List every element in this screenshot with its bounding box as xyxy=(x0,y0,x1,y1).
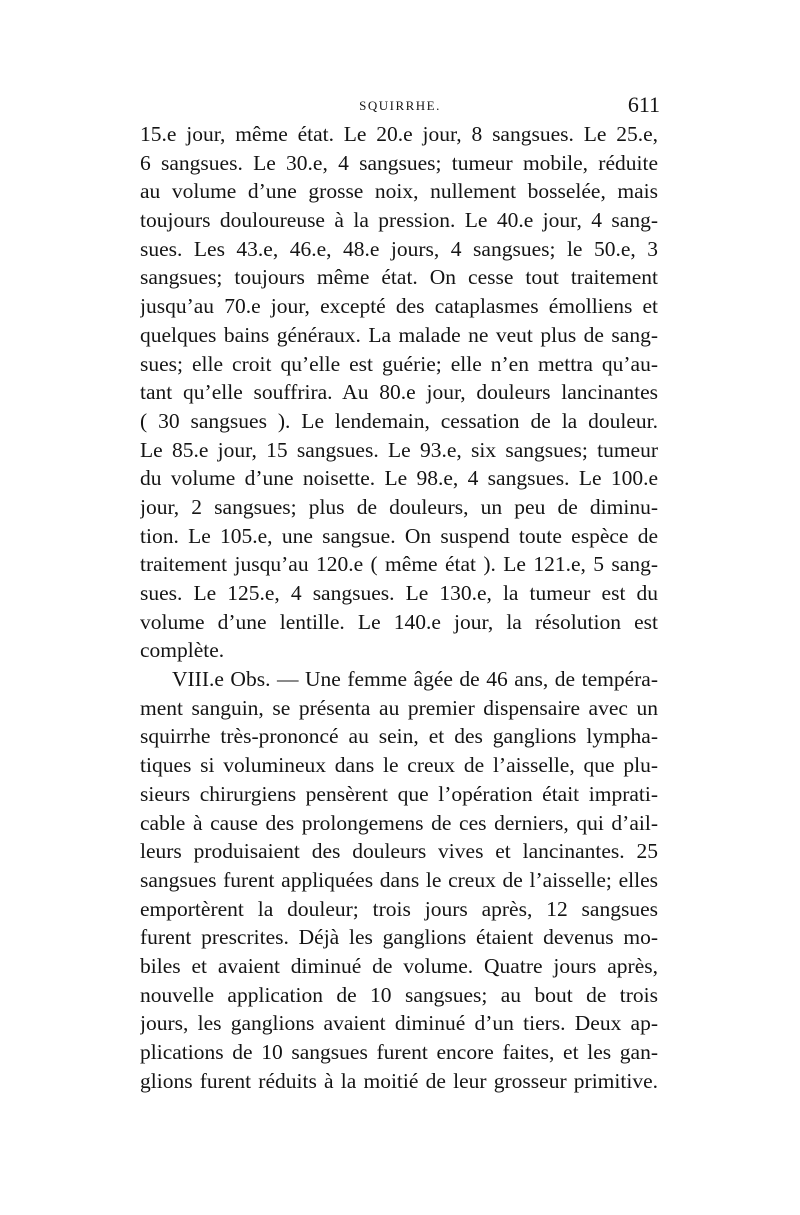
text-line: sangsues; toujours même état. On cesse tout traitement xyxy=(140,265,658,290)
text-line: sues; elle croit qu’elle est guérie; elle n’en mettra qu’au- xyxy=(140,351,658,376)
text-line: volume d’une lentille. Le 140.e jour, la résolution est xyxy=(140,609,658,634)
text-line: quelques bains généraux. La malade ne veut plus de sang- xyxy=(140,322,658,347)
text-line: squirrhe très-prononcé au sein, et des ganglions lympha- xyxy=(140,724,658,749)
text-line: tiques si volumineux dans le creux de l’aisselle, que plu- xyxy=(140,753,658,778)
text-line: du volume d’une noisette. Le 98.e, 4 sangsues. Le 100.e xyxy=(140,466,658,491)
text-line: sues. Les 43.e, 46.e, 48.e jours, 4 sangsues; le 50.e, 3 xyxy=(140,236,658,261)
observation-heading-line: VIII.e Obs. — Une femme âgée de 46 ans, de tempéra- xyxy=(172,667,658,692)
text-line: cable à cause des prolongemens de ces derniers, qui d’ail- xyxy=(140,810,658,835)
text-line: jusqu’au 70.e jour, excepté des cataplasmes émolliens et xyxy=(140,294,658,319)
text-line: glions furent réduits à la moitié de leur grosseur primitive. xyxy=(140,1068,658,1093)
text-line: jours, les ganglions avaient diminué d’un tiers. Deux ap- xyxy=(140,1011,658,1036)
text-line: ( 30 sangsues ). Le lendemain, cessation de la douleur. xyxy=(140,408,658,433)
running-head xyxy=(140,92,660,118)
text-line: biles et avaient diminué de volume. Quatre jours après, xyxy=(140,953,658,978)
text-line: 6 sangsues. Le 30.e, 4 sangsues; tumeur mobile, réduite xyxy=(140,150,658,175)
text-line: emportèrent la douleur; trois jours après, 12 sangsues xyxy=(140,896,658,921)
text-line: sues. Le 125.e, 4 sangsues. Le 130.e, la tumeur est du xyxy=(140,581,658,605)
text-line: ment sanguin, se présenta au premier dispensaire avec un xyxy=(140,695,658,720)
text-line: Le 85.e jour, 15 sangsues. Le 93.e, six sangsues; tumeur xyxy=(140,437,658,462)
text-line: 15.e jour, même état. Le 20.e jour, 8 sangsues. Le 25.e, xyxy=(140,122,658,146)
page-number: 611 xyxy=(627,92,660,117)
text-line: au volume d’une grosse noix, nullement bosselée, mais xyxy=(140,179,658,204)
text-line: leurs produisaient des douleurs vives et lancinantes. 25 xyxy=(140,839,658,864)
text-line: plications de 10 sangsues furent encore faites, et les gan- xyxy=(140,1040,658,1064)
text-line: furent prescrites. Déjà les ganglions étaient devenus mo- xyxy=(140,925,658,950)
text-line: tion. Le 105.e, une sangsue. On suspend toute espèce de xyxy=(140,523,658,548)
text-line: nouvelle application de 10 sangsues; au bout de trois xyxy=(140,982,658,1007)
text-line: sangsues furent appliquées dans le creux de l’aisselle; elles xyxy=(140,867,658,892)
running-title: SQUIRRHE. xyxy=(359,98,441,113)
text-line: tant qu’elle souffrira. Au 80.e jour, douleurs lancinantes xyxy=(140,380,658,405)
body-text xyxy=(140,120,658,1095)
text-line: toujours douloureuse à la pression. Le 40.e jour, 4 sang- xyxy=(140,208,658,233)
text-line: complète. xyxy=(140,638,225,663)
text-line: jour, 2 sangsues; plus de douleurs, un peu de diminu- xyxy=(140,494,658,519)
text-line: traitement jusqu’au 120.e ( même état ). Le 121.e, 5 sang- xyxy=(140,552,658,577)
text-line: sieurs chirurgiens pensèrent que l’opération était imprati- xyxy=(140,781,658,806)
